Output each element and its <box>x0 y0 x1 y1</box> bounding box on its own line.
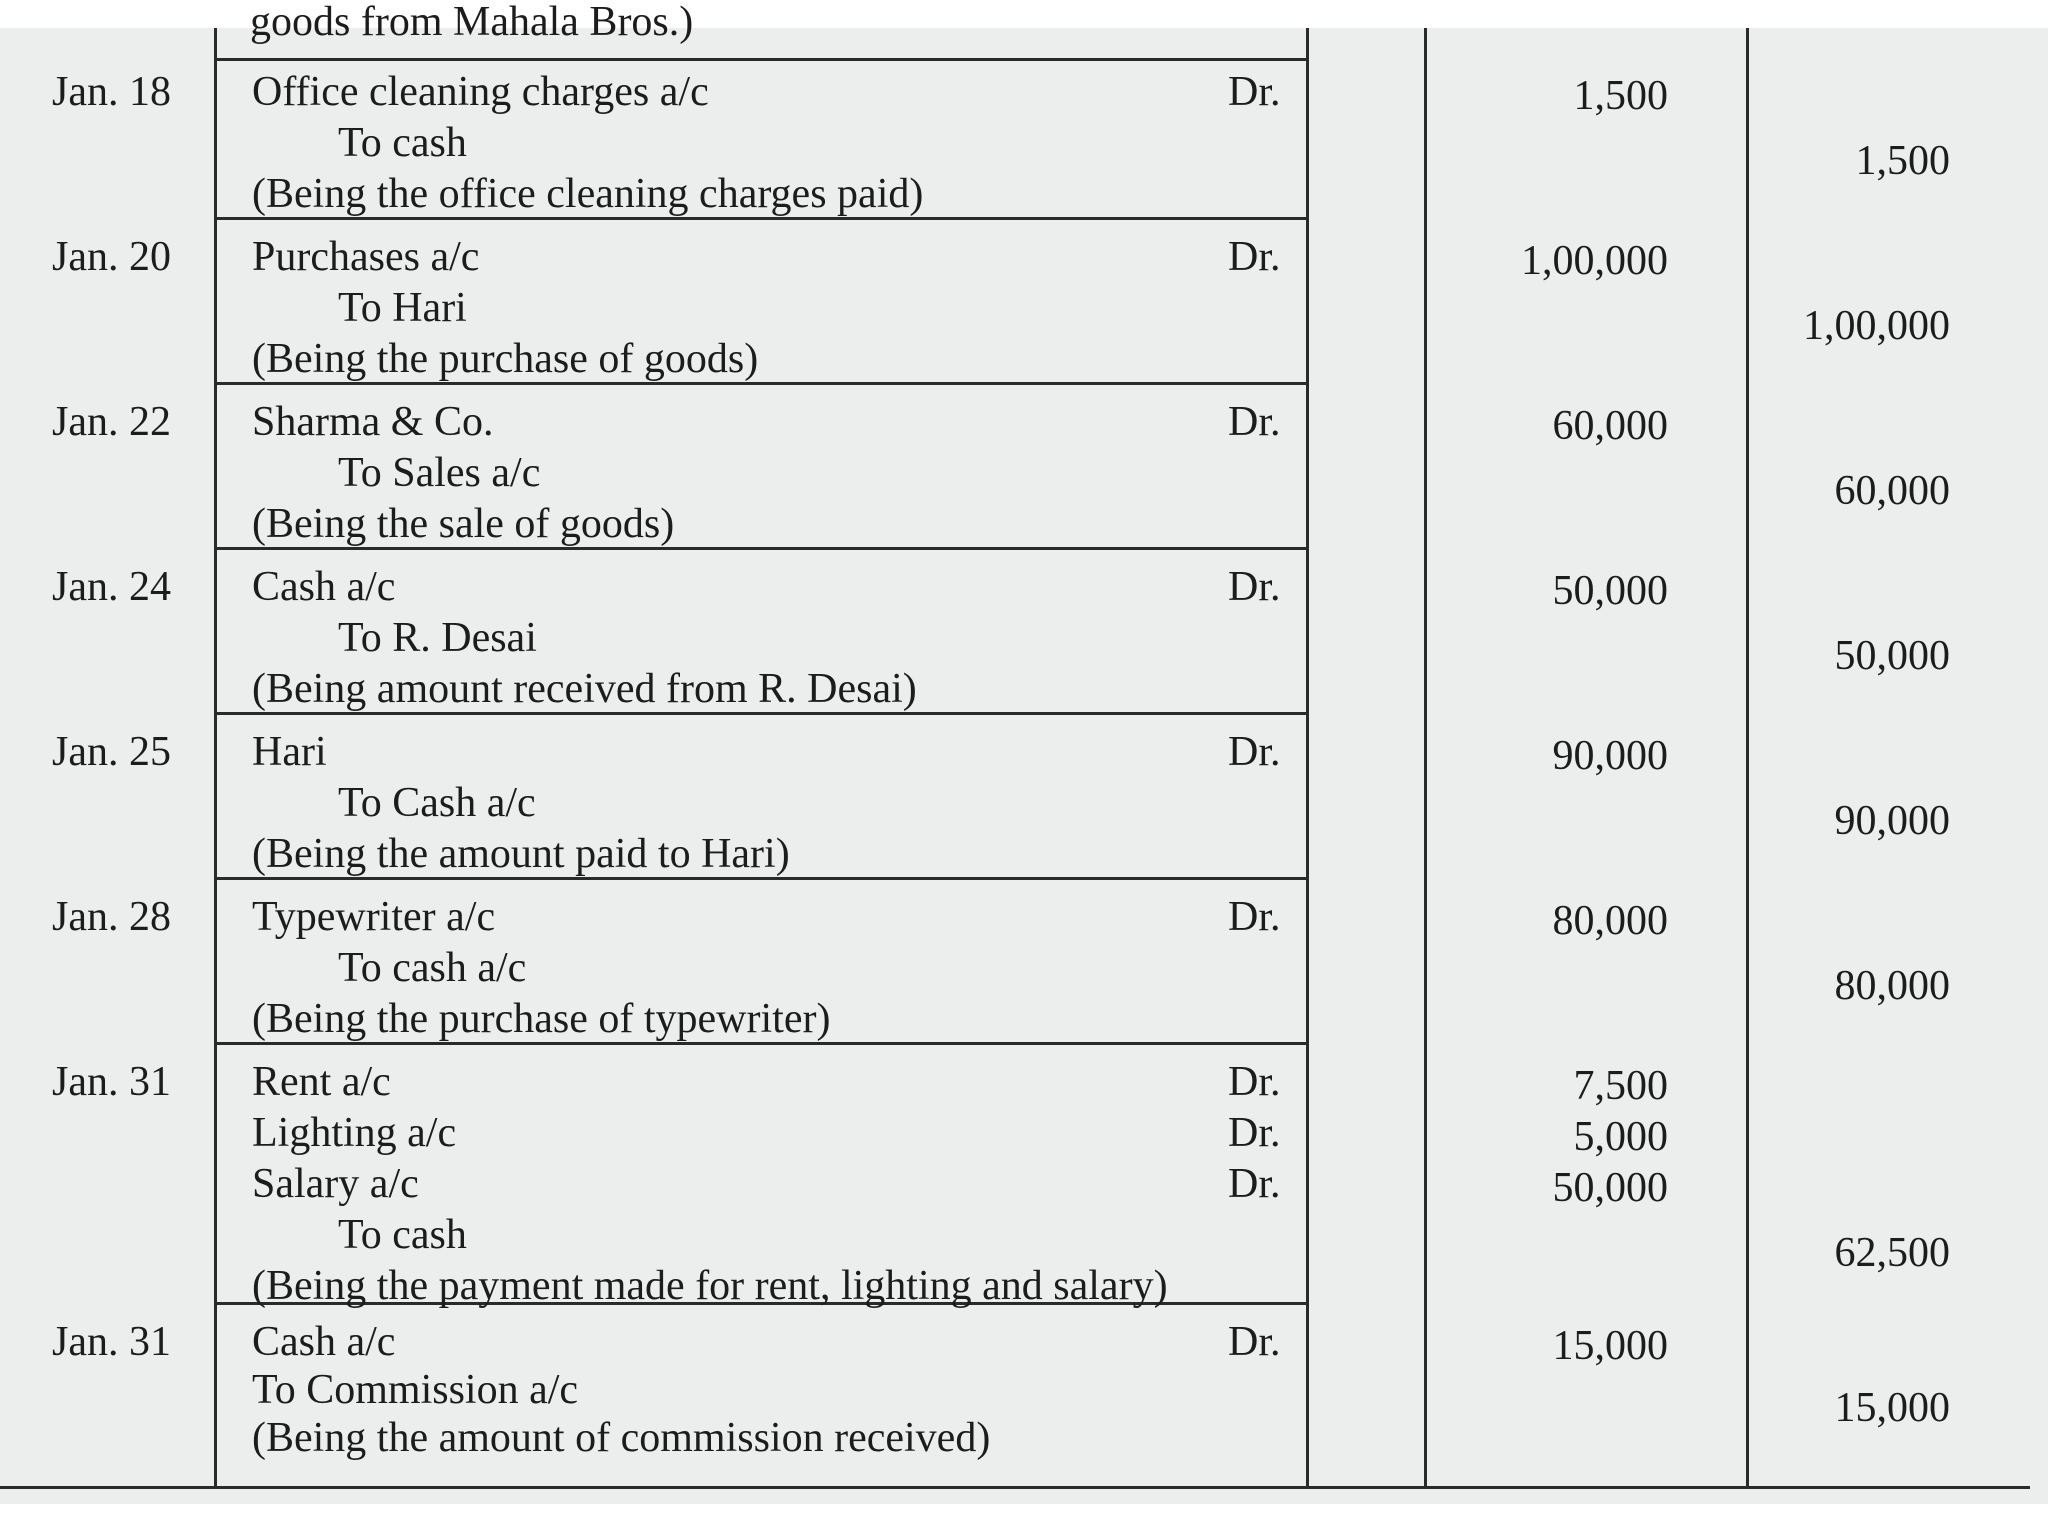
debit-amount: 90,000 <box>1552 733 1668 779</box>
credit-account-line: To Hari <box>338 285 467 331</box>
debit-amount: 50,000 <box>1552 568 1668 614</box>
column-rule-1 <box>214 28 217 1486</box>
credit-account-line: To Sales a/c <box>338 450 541 496</box>
narration-line: (Being the sale of goods) <box>252 501 675 547</box>
entry-date: Jan. 22 <box>52 399 171 445</box>
dr-marker: Dr. <box>1228 894 1281 940</box>
debit-account-line: Cash a/c <box>252 1319 396 1365</box>
entry-date: Jan. 31 <box>52 1059 171 1105</box>
table-bottom-rule <box>0 1486 2030 1489</box>
debit-account-line: Cash a/c <box>252 564 396 610</box>
debit-amount: 60,000 <box>1552 403 1668 449</box>
credit-amount: 1,500 <box>1855 138 1950 184</box>
credit-account-line: To cash a/c <box>338 945 527 991</box>
dr-marker: Dr. <box>1228 69 1281 115</box>
credit-amount: 15,000 <box>1834 1385 1950 1431</box>
entry-date: Jan. 20 <box>52 234 171 280</box>
entry-date: Jan. 31 <box>52 1319 171 1365</box>
dr-marker: Dr. <box>1228 1161 1281 1207</box>
narration-line: (Being amount received from R. Desai) <box>252 666 917 712</box>
entry-date: Jan. 24 <box>52 564 171 610</box>
debit-account-line: Sharma & Co. <box>252 399 494 445</box>
truncated-top-line: goods from Mahala Bros.) <box>250 0 694 45</box>
column-rule-4 <box>1746 28 1749 1486</box>
dr-marker: Dr. <box>1228 234 1281 280</box>
column-rule-2 <box>1306 28 1309 1486</box>
debit-account-line: Rent a/c <box>252 1059 391 1105</box>
entry-date: Jan. 28 <box>52 894 171 940</box>
debit-amount: 5,000 <box>1573 1114 1668 1160</box>
debit-amount: 50,000 <box>1552 1165 1668 1211</box>
dr-marker: Dr. <box>1228 1319 1281 1365</box>
debit-account-line: Hari <box>252 729 327 775</box>
narration-line: (Being the office cleaning charges paid) <box>252 171 924 217</box>
dr-marker: Dr. <box>1228 399 1281 445</box>
debit-amount: 15,000 <box>1552 1323 1668 1369</box>
debit-account-line: Lighting a/c <box>252 1110 457 1156</box>
debit-amount: 1,500 <box>1573 73 1668 119</box>
debit-amount: 80,000 <box>1552 898 1668 944</box>
credit-amount: 50,000 <box>1834 633 1950 679</box>
narration-line: (Being the amount of commission received) <box>252 1415 991 1461</box>
debit-account-line: Typewriter a/c <box>252 894 496 940</box>
narration-line: (Being the amount paid to Hari) <box>252 831 790 877</box>
narration-line: (Being the payment made for rent, lighting and salary) <box>252 1263 1168 1309</box>
dr-marker: Dr. <box>1228 1110 1281 1156</box>
debit-amount: 7,500 <box>1573 1063 1668 1109</box>
debit-account-line: To Commission a/c <box>252 1367 579 1413</box>
entry-date: Jan. 18 <box>52 69 171 115</box>
dr-marker: Dr. <box>1228 1059 1281 1105</box>
credit-amount: 60,000 <box>1834 468 1950 514</box>
credit-amount: 1,00,000 <box>1803 303 1950 349</box>
entry-separator <box>214 58 1309 61</box>
dr-marker: Dr. <box>1228 564 1281 610</box>
credit-account-line: To cash <box>338 1212 467 1258</box>
debit-account-line: Salary a/c <box>252 1161 419 1207</box>
credit-account-line: To R. Desai <box>338 615 537 661</box>
narration-line: (Being the purchase of typewriter) <box>252 996 831 1042</box>
column-rule-3 <box>1424 28 1427 1486</box>
credit-amount: 80,000 <box>1834 963 1950 1009</box>
credit-amount: 62,500 <box>1834 1230 1950 1276</box>
narration-line: (Being the purchase of goods) <box>252 336 759 382</box>
credit-account-line: To Cash a/c <box>338 780 536 826</box>
dr-marker: Dr. <box>1228 729 1281 775</box>
entry-date: Jan. 25 <box>52 729 171 775</box>
debit-amount: 1,00,000 <box>1521 238 1668 284</box>
debit-account-line: Purchases a/c <box>252 234 480 280</box>
credit-account-line: To cash <box>338 120 467 166</box>
debit-account-line: Office cleaning charges a/c <box>252 69 709 115</box>
credit-amount: 90,000 <box>1834 798 1950 844</box>
